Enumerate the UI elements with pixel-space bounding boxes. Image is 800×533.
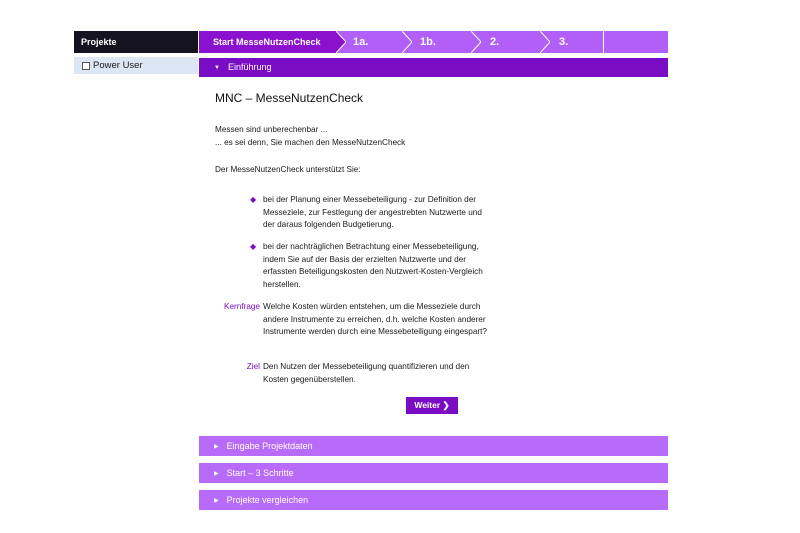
triangle-right-icon: ▶ (214, 444, 219, 450)
accordion-label: Start – 3 Schritte (226, 468, 294, 478)
list-item (250, 194, 495, 232)
accordion-label: Einführung (227, 62, 272, 72)
step-start[interactable]: Start MesseNutzenCheck (199, 31, 336, 53)
step-divider (603, 31, 604, 53)
ziel-row (214, 361, 488, 386)
sidebar-header: Projekte (74, 31, 198, 53)
page-title: MNC – MesseNutzenCheck (215, 91, 364, 105)
kernfrage-label: Kernfrage (224, 302, 260, 311)
list-item (250, 241, 495, 292)
accordion-label: Projekte vergleichen (226, 495, 309, 505)
kernfrage-text: Welche Kosten würden entstehen, um die Messeziele durch andere Instrumente zu erreichen, d.h. welche Kosten anderer Instrumente werden durch eine Messebeteiligung eingespart? (263, 302, 487, 337)
intro-line: Messen sind unberechenbar ... (215, 125, 328, 134)
weiter-button[interactable] (406, 397, 458, 414)
triangle-right-icon: ▶ (214, 498, 219, 504)
triangle-down-icon: ▼ (214, 65, 220, 71)
step-2[interactable]: 2. (490, 36, 500, 48)
checkbox-icon[interactable] (82, 62, 90, 70)
sidebar-item-power-user[interactable] (74, 57, 198, 74)
chevron-right-icon (402, 31, 412, 53)
sidebar-item-label: Power User (93, 60, 143, 71)
step-1a[interactable]: 1a. (353, 36, 369, 48)
accordion-label: Eingabe Projektdaten (226, 441, 313, 451)
chevron-right-icon (336, 31, 346, 53)
accordion-eingabe-projektdaten[interactable] (199, 436, 668, 456)
ziel-label: Ziel (246, 362, 260, 371)
kernfrage-row (214, 301, 488, 339)
triangle-right-icon: ▶ (214, 471, 219, 477)
step-bar (199, 31, 668, 53)
chevron-right-icon (540, 31, 550, 53)
diamond-bullet-icon: ◆ (250, 195, 257, 204)
diamond-bullet-icon: ◆ (250, 242, 257, 251)
chevron-right-icon (471, 31, 481, 53)
accordion-einfuehrung[interactable] (199, 58, 668, 77)
weiter-label: Weiter (414, 400, 441, 410)
accordion-start-3-schritte[interactable] (199, 463, 668, 483)
ziel-text: Den Nutzen der Messebeteiligung quantifizieren und den Kosten gegenüberstellen. (263, 362, 470, 384)
intro-line: ... es sei denn, Sie machen den MesseNutzenCheck (215, 137, 406, 147)
list-item-text: bei der Planung einer Messebeteiligung - zur Definition der Messeziele, zur Festlegung der angestrebten Nutzwerte und der daraus folgenden Budgetierung. (263, 195, 482, 230)
step-1b[interactable]: 1b. (420, 36, 436, 48)
list-item-text: bei der nachträglichen Betrachtung einer Messebeteiligung, indem Sie auf der Basis der erzielten Nutzwerte und der erfassten Beteiligungskosten den Nutzwert-Kosten-Vergleich herstellen. (263, 242, 483, 290)
support-text: Der MesseNutzenCheck unterstützt Sie: (215, 165, 361, 174)
intro-text (215, 124, 405, 149)
chevron-right-icon: ❯ (442, 400, 450, 410)
step-3[interactable]: 3. (559, 36, 569, 48)
accordion-projekte-vergleichen[interactable] (199, 490, 668, 510)
